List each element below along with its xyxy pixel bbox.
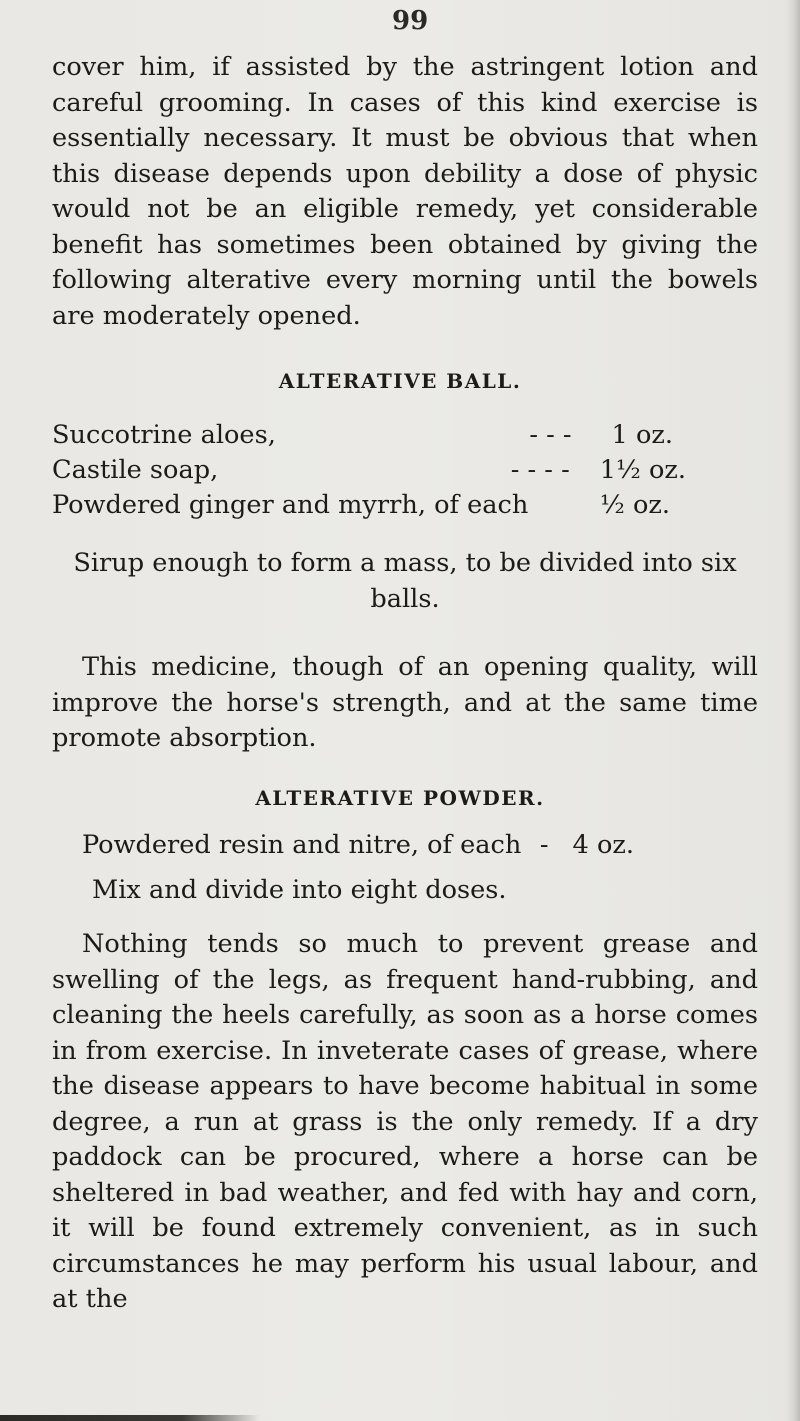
page-bottom-edge: [0, 1415, 260, 1421]
page-number: 99: [392, 6, 429, 36]
ingredient-dashes: - - - -: [510, 455, 570, 485]
alterative-ball-instruction: Sirup enough to form a mass, to be divided into six balls.: [73, 548, 737, 614]
alterative-powder-instruction: Mix and divide into eight doses.: [92, 875, 507, 905]
ingredient-line: [52, 488, 758, 523]
ingredient-amount: 4 oz.: [572, 830, 634, 860]
ingredient-dashes: -: [539, 830, 549, 860]
alterative-ball-note: This medicine, though of an opening quality, will improve the horse's strength, and at the same time promote absorption.: [52, 652, 758, 753]
ingredient-name: Powdered ginger and myrrh, of each: [52, 490, 529, 520]
intro-paragraph: cover him, if assisted by the astringent lotion and careful grooming. In cases of this kind exercise is essentially necessary. It must be obvious that when this disease depends upon debility a dose of physic would not be an eligible remedy, yet considerable benefit has sometimes been obtained by giving the following alterative every morning until the bowels are moderately opened.: [52, 52, 758, 331]
alterative-powder-recipe: [52, 828, 758, 863]
ingredient-name: Powdered resin and nitre, of each: [82, 830, 522, 860]
alterative-ball-heading: ALTERATIVE BALL.: [278, 369, 522, 393]
ingredient-line: [52, 453, 758, 488]
grease-paragraph-block: [52, 927, 758, 1318]
alterative-ball-recipe: [52, 418, 758, 523]
ingredient-line: [52, 828, 758, 863]
ingredient-amount: 1½ oz.: [599, 455, 686, 485]
ingredient-line: [52, 418, 758, 453]
alterative-ball-note-block: [52, 650, 758, 757]
alterative-powder-instruction-block: [52, 873, 758, 909]
page-edge-shadow: [786, 0, 800, 1421]
intro-paragraph-block: [52, 50, 758, 334]
ingredient-amount: ½ oz.: [600, 490, 670, 520]
alterative-powder-heading: ALTERATIVE POWDER.: [255, 786, 545, 810]
ingredient-amount: 1 oz.: [611, 420, 673, 450]
ingredient-dashes: - - -: [529, 420, 572, 450]
ingredient-name: Castile soap,: [52, 455, 219, 485]
grease-paragraph: Nothing tends so much to prevent grease and swelling of the legs, as frequent hand-rubbing, and cleaning the heels carefully, as soon as a horse comes in from exercise. In inveterate cases of grease, where the disease appears to have become habitual in some degree, a run at grass is the only remedy. If a dry paddock can be procured, where a horse can be sheltered in bad weather, and fed with hay and corn, it will be found extremely convenient, as in such circumstances he may perform his usual labour, and at the: [52, 929, 758, 1314]
ingredient-name: Succotrine aloes,: [52, 420, 276, 450]
alterative-ball-instruction-block: [52, 546, 758, 617]
